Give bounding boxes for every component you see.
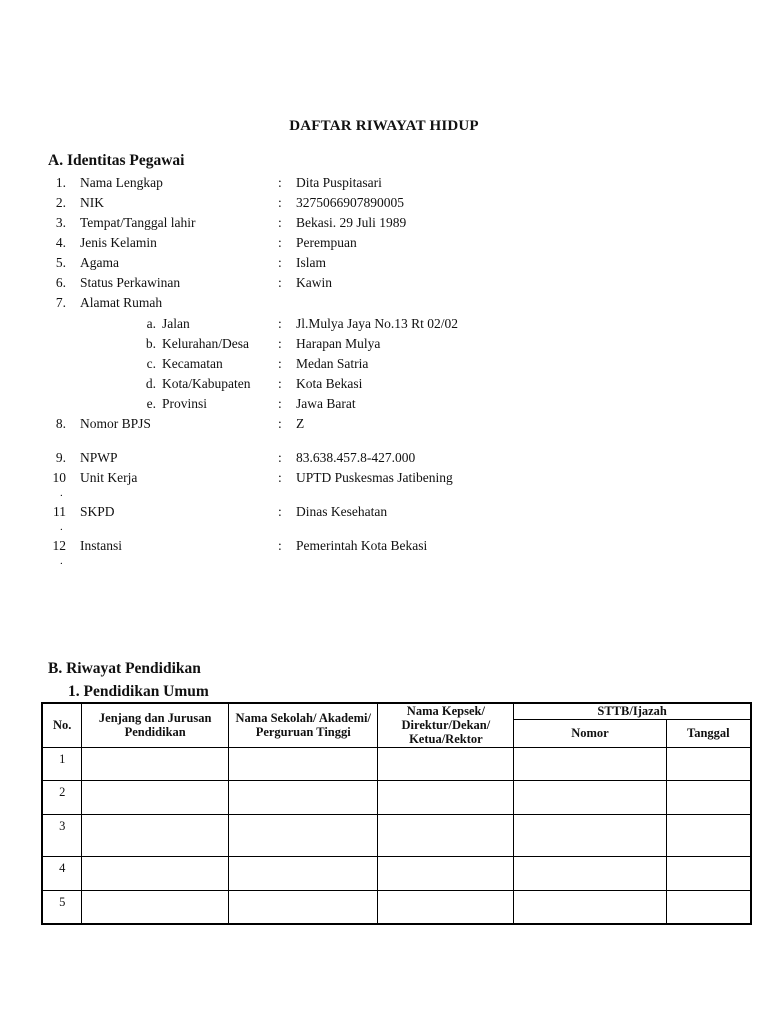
field-label: Kota/Kabupaten: [162, 376, 251, 391]
identity-row: [0, 255, 768, 273]
row-number-dot: .: [60, 487, 63, 499]
identity-row: [0, 195, 768, 213]
field-label: Status Perkawinan: [80, 275, 181, 290]
field-label: SKPD: [80, 504, 115, 519]
cell-jenjang[interactable]: [82, 780, 229, 814]
field-value: Kota Bekasi: [296, 376, 363, 391]
sub-letter: a.: [146, 316, 156, 331]
sub-letter: d.: [145, 376, 156, 391]
cell-nomor[interactable]: [514, 814, 666, 856]
field-label: Kelurahan/Desa: [162, 336, 249, 351]
row-number: 7.: [55, 295, 66, 310]
table-row: [42, 780, 751, 814]
field-value: Kawin: [296, 275, 332, 290]
section-identitas-pegawai: A. Identitas Pegawai: [48, 152, 185, 169]
row-number: 5.: [55, 255, 66, 270]
table-row: [42, 856, 751, 890]
identity-row: [0, 235, 768, 253]
colon: :: [278, 356, 282, 371]
cell-nama-sekolah[interactable]: [228, 890, 378, 924]
colon: :: [278, 215, 282, 230]
header-jenjang: Jenjang dan Jurusan Pendidikan: [82, 703, 229, 747]
row-number-dot: .: [60, 555, 63, 567]
row-number-dot: .: [60, 521, 63, 533]
cell-nama-kepsek[interactable]: [378, 814, 514, 856]
field-value: 83.638.457.8-427.000: [296, 450, 416, 465]
colon: :: [278, 316, 282, 331]
colon: :: [278, 376, 282, 391]
cell-nama-kepsek[interactable]: [378, 780, 514, 814]
colon: :: [278, 175, 282, 190]
header-sttb-ijazah: STTB/Ijazah: [514, 703, 751, 719]
table-row: [42, 747, 751, 780]
field-value: Harapan Mulya: [296, 336, 381, 351]
cell-nomor[interactable]: [514, 780, 666, 814]
table-row: [42, 814, 751, 856]
sub-letter: b.: [145, 336, 156, 351]
row-number: 12: [52, 538, 66, 553]
field-value: Perempuan: [296, 235, 357, 250]
identity-row: [0, 175, 768, 193]
identity-row: [0, 450, 768, 468]
cell-nomor[interactable]: [514, 890, 666, 924]
section-riwayat-pendidikan: B. Riwayat Pendidikan: [48, 660, 201, 677]
identity-row: [0, 275, 768, 293]
field-label: Jalan: [162, 316, 190, 331]
field-label: NIK: [80, 195, 104, 210]
identity-row: [0, 470, 768, 488]
row-no: 3: [42, 814, 82, 856]
field-label: Tempat/Tanggal lahir: [80, 215, 196, 230]
row-number: 4.: [55, 235, 66, 250]
field-value: Dita Puspitasari: [296, 175, 382, 190]
colon: :: [278, 396, 282, 411]
field-value: Islam: [296, 255, 326, 270]
colon: :: [278, 336, 282, 351]
address-row: [0, 316, 768, 334]
row-number: 6.: [55, 275, 66, 290]
cell-tanggal[interactable]: [666, 856, 751, 890]
colon: :: [278, 195, 282, 210]
header-nama-kepsek: Nama Kepsek/ Direktur/Dekan/ Ketua/Rektor: [378, 703, 514, 747]
cell-tanggal[interactable]: [666, 814, 751, 856]
cell-tanggal[interactable]: [666, 747, 751, 780]
identity-row: [0, 538, 768, 556]
header-no: No.: [42, 703, 82, 747]
field-label: Agama: [80, 255, 119, 270]
field-value: Jl.Mulya Jaya No.13 Rt 02/02: [296, 316, 458, 331]
identity-row: [0, 416, 768, 434]
sub-letter: c.: [146, 356, 156, 371]
field-value: Medan Satria: [296, 356, 369, 371]
row-no: 1: [42, 747, 82, 780]
field-value: Z: [296, 416, 305, 431]
field-label: Kecamatan: [162, 356, 223, 371]
address-row: [0, 376, 768, 394]
row-number: 2.: [55, 195, 66, 210]
row-no: 2: [42, 780, 82, 814]
cell-jenjang[interactable]: [82, 814, 229, 856]
education-table: [41, 702, 752, 925]
document-title: DAFTAR RIWAYAT HIDUP: [289, 118, 479, 134]
row-no: 5: [42, 890, 82, 924]
address-row: [0, 336, 768, 354]
cell-nama-kepsek[interactable]: [378, 747, 514, 780]
cell-nama-sekolah[interactable]: [228, 856, 378, 890]
colon: :: [278, 470, 282, 485]
colon: :: [278, 450, 282, 465]
field-label: Nama Lengkap: [80, 175, 163, 190]
row-no: 4: [42, 856, 82, 890]
row-number: 8.: [55, 416, 66, 431]
colon: :: [278, 538, 282, 553]
identity-row: [0, 215, 768, 233]
colon: :: [278, 235, 282, 250]
cell-nomor[interactable]: [514, 856, 666, 890]
colon: :: [278, 255, 282, 270]
header-nama-sekolah: Nama Sekolah/ Akademi/ Perguruan Tinggi: [228, 703, 378, 747]
cell-nama-sekolah[interactable]: [228, 814, 378, 856]
sub-letter: e.: [146, 396, 156, 411]
field-value: UPTD Puskesmas Jatibening: [296, 470, 453, 485]
table-row: [42, 890, 751, 924]
address-row: [0, 396, 768, 414]
row-number: 9.: [55, 450, 66, 465]
cell-nama-sekolah[interactable]: [228, 747, 378, 780]
field-label: Alamat Rumah: [80, 295, 163, 310]
field-label: Instansi: [80, 538, 122, 553]
field-value: Dinas Kesehatan: [296, 504, 388, 519]
cell-tanggal[interactable]: [666, 890, 751, 924]
row-number: 11: [53, 504, 66, 519]
identity-row: [0, 504, 768, 522]
field-value: Jawa Barat: [296, 396, 356, 411]
cell-jenjang[interactable]: [82, 856, 229, 890]
field-label: Nomor BPJS: [80, 416, 151, 431]
identity-row: [0, 295, 768, 313]
colon: :: [278, 275, 282, 290]
header-nomor: Nomor: [514, 719, 666, 747]
cell-nama-kepsek[interactable]: [378, 890, 514, 924]
cell-nama-kepsek[interactable]: [378, 856, 514, 890]
field-value: 3275066907890005: [296, 195, 404, 210]
field-value: Bekasi. 29 Juli 1989: [296, 215, 407, 230]
field-label: NPWP: [80, 450, 118, 465]
field-label: Jenis Kelamin: [80, 235, 157, 250]
subsection-pendidikan-umum: 1. Pendidikan Umum: [68, 683, 209, 700]
cell-nomor[interactable]: [514, 747, 666, 780]
cell-jenjang[interactable]: [82, 890, 229, 924]
row-number: 3.: [55, 215, 66, 230]
field-value: Pemerintah Kota Bekasi: [296, 538, 428, 553]
field-label: Unit Kerja: [80, 470, 138, 485]
row-number: 1.: [55, 175, 66, 190]
colon: :: [278, 504, 282, 519]
header-tanggal: Tanggal: [666, 719, 751, 747]
colon: :: [278, 416, 282, 431]
cell-tanggal[interactable]: [666, 780, 751, 814]
row-number: 10: [52, 470, 66, 485]
address-row: [0, 356, 768, 374]
cell-jenjang[interactable]: [82, 747, 229, 780]
field-label: Provinsi: [162, 396, 208, 411]
cell-nama-sekolah[interactable]: [228, 780, 378, 814]
